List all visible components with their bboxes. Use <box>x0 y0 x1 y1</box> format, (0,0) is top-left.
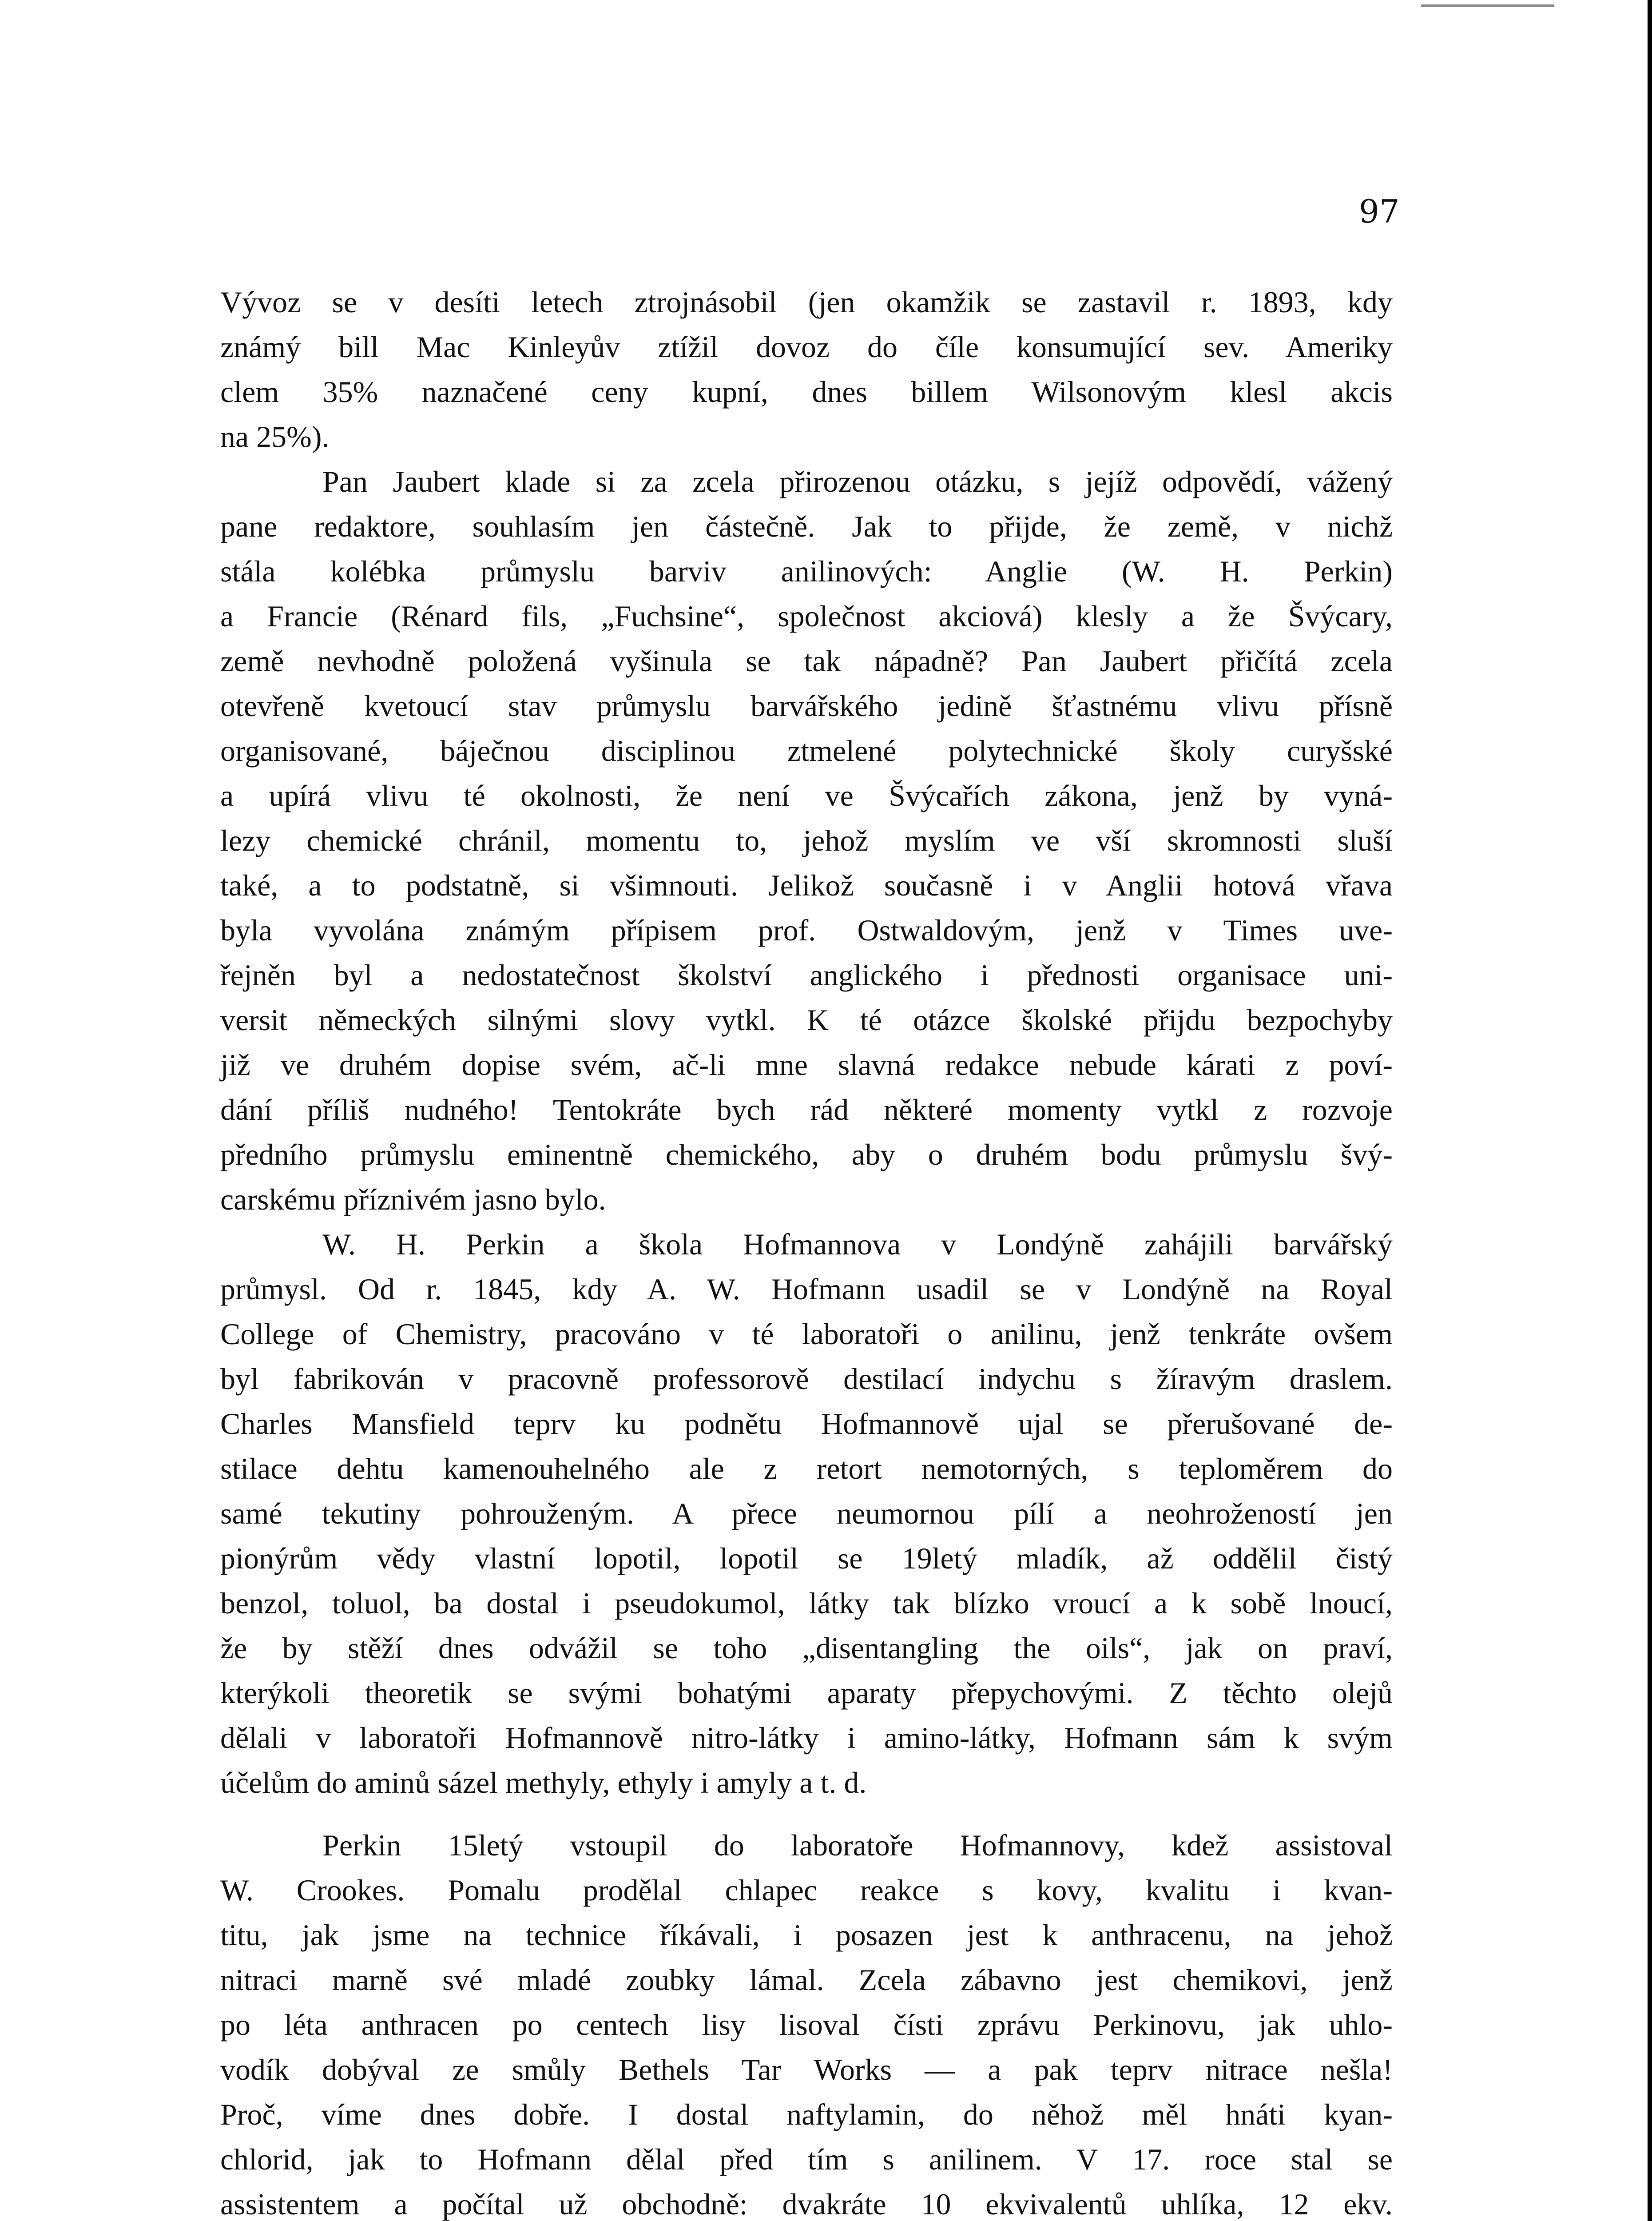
paragraph-4 <box>220 1823 1393 2221</box>
text-line: Perkin 15letý vstoupil do laboratoře Hofmannovy, kdež assistoval <box>322 1828 1393 1862</box>
text-line: předního průmyslu eminentně chemického, aby o druhém bodu průmyslu švý- <box>220 1138 1393 1171</box>
text-line: pionýrům vědy vlastní lopotil, lopotil se 19letý mladík, až oddělil čistý <box>220 1541 1393 1575</box>
text-line: otevřeně kvetoucí stav průmyslu barvářského jedině šťastnému vlivu přísně <box>220 689 1393 723</box>
text-line: že by stěží dnes odvážil se toho „disentangling the oils“, jak on praví, <box>220 1631 1393 1665</box>
text-line: byl fabrikován v pracovně professorově destilací indychu s žíravým draslem. <box>220 1362 1393 1396</box>
text-line: carskému příznivém jasno bylo. <box>220 1182 606 1216</box>
body-text <box>220 280 1393 2221</box>
text-line: Proč, víme dnes dobře. I dostal naftylamin, do něhož měl hnáti kyan- <box>220 2098 1393 2131</box>
text-line: a upírá vlivu té okolnosti, že není ve Švýcařích zákona, jenž by vyná- <box>220 779 1393 812</box>
text-line: dělali v laboratoři Hofmannově nitro-látky i amino-látky, Hofmann sám k svým <box>220 1721 1393 1755</box>
paragraph-gap <box>220 1805 1393 1823</box>
text-line: také, a to podstatně, si všimnouti. Jelikož současně i v Anglii hotová vřava <box>220 868 1393 902</box>
text-line: řejněn byl a nedostatečnost školství anglického i přednosti organisace uni- <box>220 958 1393 992</box>
text-line: chlorid, jak to Hofmann dělal před tím s anilinem. V 17. roce stal se <box>220 2142 1393 2176</box>
text-line: assistentem a počítal už obchodně: dvakráte 10 ekvivalentů uhlíka, 12 ekv. <box>220 2187 1393 2221</box>
scan-border <box>1648 0 1652 2221</box>
text-line: W. Crookes. Pomalu prodělal chlapec reakce s kovy, kvalitu i kvan- <box>220 1873 1393 1907</box>
text-line: průmysl. Od r. 1845, kdy A. W. Hofmann usadil se v Londýně na Royal <box>220 1272 1393 1306</box>
text-line: samé tekutiny pohrouženým. A přece neumornou pílí a neohrožeností jen <box>220 1497 1393 1530</box>
text-line: Charles Mansfield teprv ku podnětu Hofmannově ujal se přerušované de- <box>220 1407 1393 1441</box>
text-line: nitraci marně své mladé zoubky lámal. Zcela zábavno jest chemikovi, jenž <box>220 1963 1393 1997</box>
text-line: W. H. Perkin a škola Hofmannova v Londýně zahájili barvářský <box>322 1227 1393 1261</box>
text-line: Pan Jaubert klade si za zcela přirozenou otázku, s jejíž odpovědí, vážený <box>322 465 1393 498</box>
text-line: organisované, báječnou disciplinou ztmelené polytechnické školy curyšské <box>220 734 1393 768</box>
text-line: dání příliš nudného! Tentokráte bych rád některé momenty vytkl z rozvoje <box>220 1093 1393 1126</box>
paragraph-1 <box>220 280 1393 459</box>
text-line: lezy chemické chránil, momentu to, jehož myslím ve vší skromnosti sluší <box>220 824 1393 857</box>
text-line: již ve druhém dopise svém, ač-li mne slavná redakce nebude kárati z poví- <box>220 1048 1393 1082</box>
text-line: země nevhodně položená vyšinula se tak nápadně? Pan Jaubert přičítá zcela <box>220 644 1393 678</box>
text-line: College of Chemistry, pracováno v té laboratoři o anilinu, jenž tenkráte ovšem <box>220 1317 1393 1351</box>
text-line: vodík dobýval ze smůly Bethels Tar Works — a pak teprv nitrace nešla! <box>220 2053 1393 2086</box>
scan-edge-mark <box>1421 4 1554 7</box>
page-number: 97 <box>1359 193 1400 230</box>
text-line: po léta anthracen po centech lisy lisoval čísti zprávu Perkinovu, jak uhlo- <box>220 2008 1393 2042</box>
paragraph-3 <box>220 1222 1393 1805</box>
text-line: na 25%). <box>220 420 330 454</box>
paragraph-2 <box>220 459 1393 1222</box>
text-line: stilace dehtu kamenouhelného ale z retort nemotorných, s teploměrem do <box>220 1452 1393 1485</box>
text-line: pane redaktore, souhlasím jen částečně. Jak to přijde, že země, v nichž <box>220 509 1393 543</box>
text-line: Vývoz se v desíti letech ztrojnásobil (jen okamžik se zastavil r. 1893, kdy <box>220 285 1393 319</box>
text-line: benzol, toluol, ba dostal i pseudokumol, látky tak blízko vroucí a k sobě lnoucí, <box>220 1586 1393 1620</box>
text-line: stála kolébka průmyslu barviv anilinových: Anglie (W. H. Perkin) <box>220 554 1393 588</box>
text-line: versit německých silnými slovy vytkl. K té otázce školské přijdu bezpochyby <box>220 1003 1393 1037</box>
text-line: byla vyvolána známým přípisem prof. Ostwaldovým, jenž v Times uve- <box>220 913 1393 947</box>
text-line: a Francie (Rénard fils, „Fuchsine“, společnost akciová) klesly a že Švýcary, <box>220 599 1393 633</box>
text-line: clem 35% naznačené ceny kupní, dnes billem Wilsonovým klesl akcis <box>220 375 1393 409</box>
text-line: známý bill Mac Kinleyův ztížil dovoz do číle konsumující sev. Ameriky <box>220 330 1393 364</box>
text-line: kterýkoli theoretik se svými bohatými aparaty přepychovými. Z těchto olejů <box>220 1676 1393 1710</box>
text-line: titu, jak jsme na technice říkávali, i posazen jest k anthracenu, na jehož <box>220 1918 1393 1952</box>
text-line: účelům do aminů sázel methyly, ethyly i amyly a t. d. <box>220 1766 867 1799</box>
